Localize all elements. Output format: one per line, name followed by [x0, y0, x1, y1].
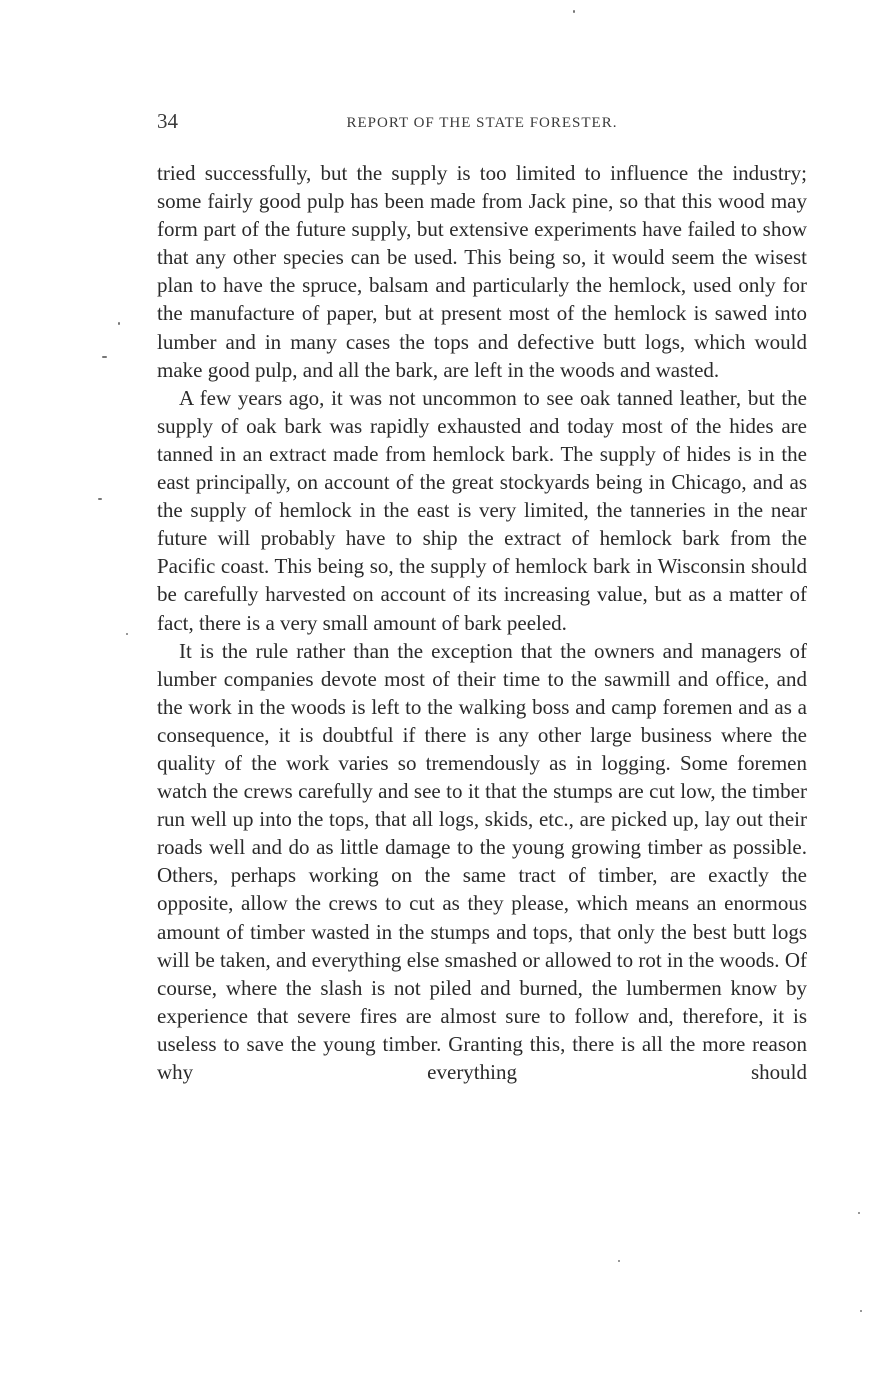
scan-speck: [126, 633, 128, 635]
paragraph-3: It is the rule rather than the exception that the owners and managers of lumber companies devote most of their time to the sawmill and office, and the work in the woods is left to the walking boss and camp foremen and as a consequence, it is doubtful if there is any other large business where the quality of the work varies so tremendously as in logging. Some foremen watch the crews carefully and see to it that the stumps are cut low, the timber run well up into the tops, that all logs, skids, etc., are picked up, lay out their roads well and do as little damage to the young growing timber as possible. Others, perhaps working on the same tract of timber, are exactly the opposite, allow the crews to cut as they please, which means an enormous amount of timber wasted in the stumps and tops, that only the best butt logs will be taken, and everything else smashed or allowed to rot in the woods. Of course, where the slash is not piled and burned, the lumbermen know by experience that severe fires are almost sure to follow and, therefore, it is useless to save the young timber. Granting this, there is all the more reason why everything should: [157, 638, 807, 1084]
body-text: [157, 159, 807, 1086]
paragraph-2: A few years ago, it was not uncommon to see oak tanned leather, but the supply of oak bark was rapidly exhausted and today most of the hides are tanned in an extract made from hemlock bark. The supply of hides is in the east principally, on account of the great stockyards being in Chicago, and as the supply of hemlock in the east is very limited, the tanneries in the near future will probably have to ship the extract of hemlock bark from the Pacific coast. This being so, the supply of hemlock bark in Wisconsin should be carefully harvested on account of its increasing value, but as a matter of fact, there is a very small amount of bark peeled.: [157, 385, 807, 635]
page-number: 34: [157, 109, 178, 133]
page-header: [157, 109, 807, 137]
scan-speck: [858, 1212, 860, 1214]
scan-speck: [573, 10, 575, 13]
scan-speck: [98, 498, 102, 500]
scan-speck: [618, 1260, 620, 1262]
scan-speck: [860, 1310, 862, 1312]
running-title: REPORT OF THE STATE FORESTER.: [346, 115, 618, 131]
scan-speck: [102, 356, 107, 358]
paragraph-1: tried successfully, but the supply is too limited to influence the industry; some fairly good pulp has been made from Jack pine, so that this wood may form part of the future supply, but extensive experiments have failed to show that any other species can be used. This being so, it would seem the wisest plan to have the spruce, balsam and particularly the hemlock, used only for the manufacture of paper, but at present most of the hemlock is sawed into lumber and in many cases the tops and defective butt logs, which would make good pulp, and all the bark, are left in the woods and wasted.: [157, 161, 807, 382]
scan-speck: [118, 322, 120, 325]
